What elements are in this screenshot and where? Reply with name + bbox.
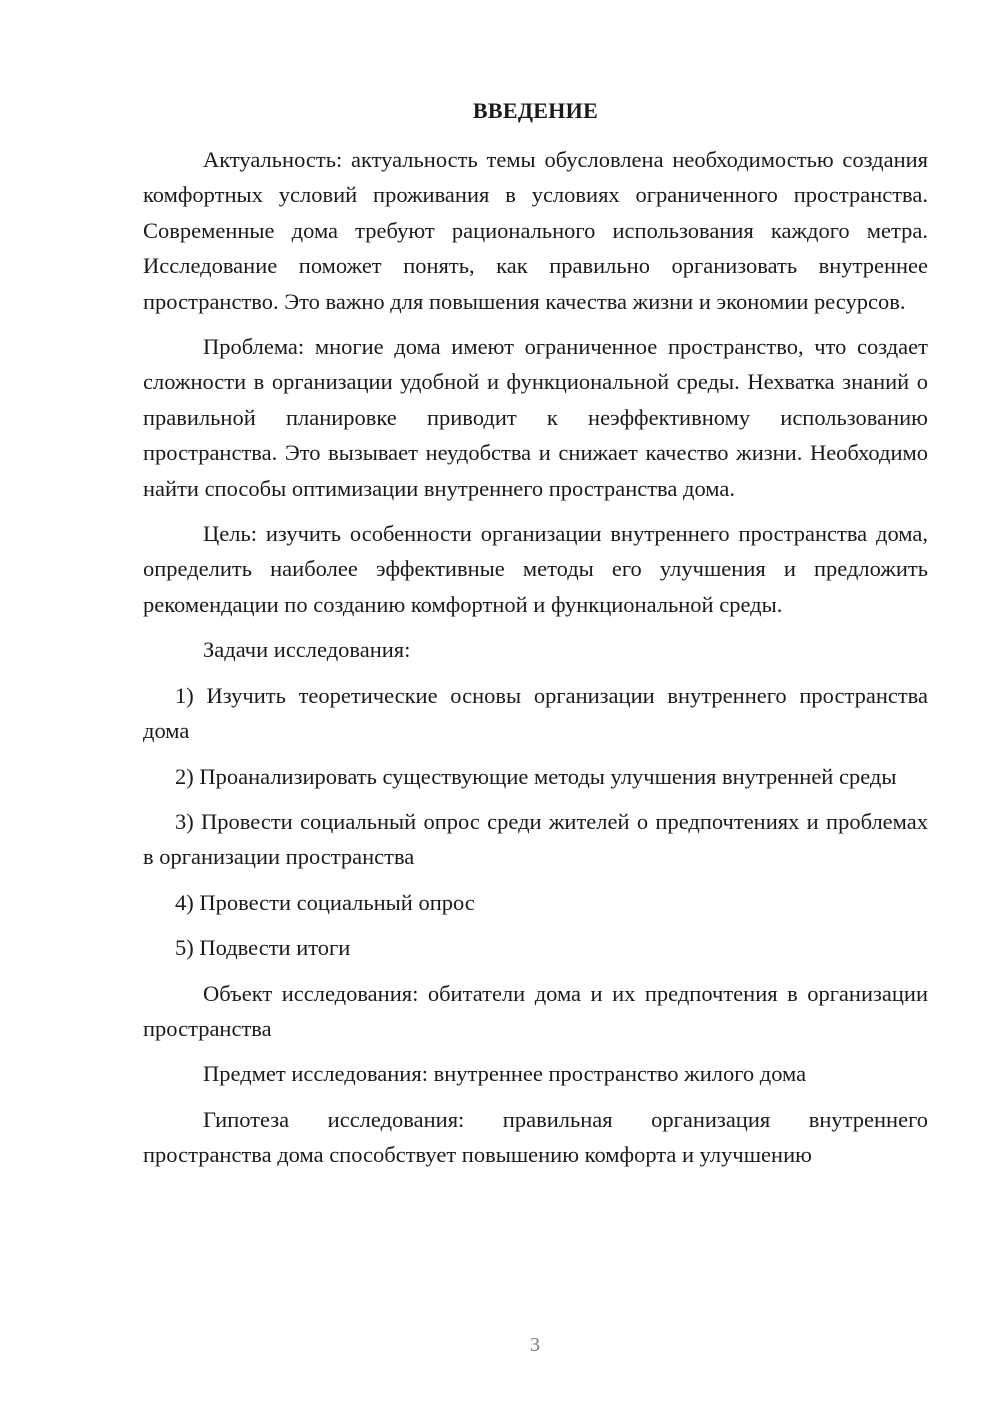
task-item-1: 1) Изучить теоретические основы организации внутреннего пространства дома [143, 682, 928, 744]
paragraph-hypothesis: Гипотеза исследования: правильная организация внутреннего пространства дома способствует повышению комфорта и улучшению [143, 1106, 928, 1168]
paragraph-relevance: Актуальность: актуальность темы обусловлена необходимостью создания комфортных условий проживания в условиях ограниченного пространства. Современные дома требуют рационального использования каждого метра. Исследование поможет понять, как правильно организовать внутреннее пространство. Это важно для повышения качества жизни и экономии ресурсов. [143, 147, 928, 314]
page-number: 3 [530, 1334, 540, 1356]
paragraph-goal: Цель: изучить особенности организации внутреннего пространства дома, определить наиболее эффективные методы его улучшения и предложить рекомендации по созданию комфортной и функциональной среды. [143, 521, 928, 617]
task-item-3: 3) Провести социальный опрос среди жителей о предпочтениях и проблемах в организации пространства [143, 808, 928, 870]
task-item-2: 2) Проанализировать существующие методы улучшения внутренней среды [175, 763, 897, 789]
tasks-heading: Задачи исследования: [203, 637, 411, 663]
paragraph-subject: Предмет исследования: внутреннее пространство жилого дома [203, 1061, 807, 1087]
task-item-5: 5) Подвести итоги [175, 935, 351, 961]
paragraph-problem: Проблема: многие дома имеют ограниченное пространство, что создает сложности в организации удобной и функциональной среды. Нехватка знаний о правильной планировке приводит к неэффективному использованию пространства. Это вызывает неудобства и снижает качество жизни. Необходимо найти способы оптимизации внутреннего пространства дома. [143, 334, 928, 501]
document-body [143, 142, 928, 1173]
page-title: ВВЕДЕНИЕ [472, 98, 599, 123]
paragraph-object: Объект исследования: обитатели дома и их предпочтения в организации пространства [143, 980, 928, 1041]
task-item-4: 4) Провести социальный опрос [175, 889, 475, 915]
